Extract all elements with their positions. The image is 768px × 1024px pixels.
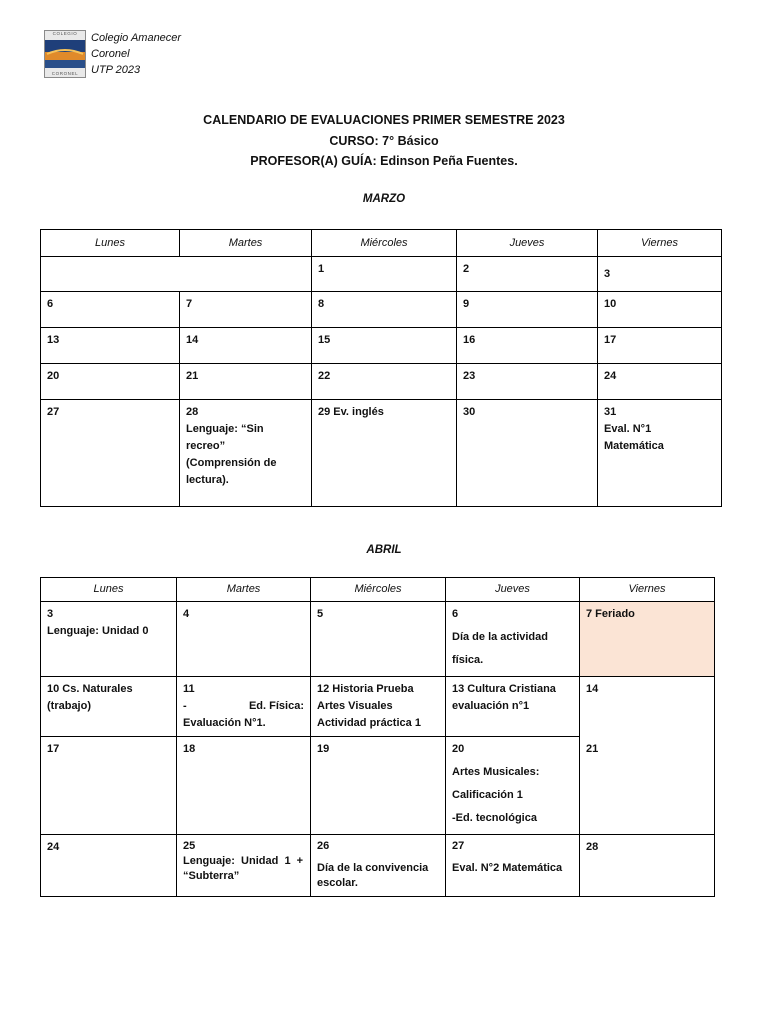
weekday-thursday: Jueves [446, 578, 580, 602]
day-cell [598, 292, 722, 328]
event-text: (trabajo) [47, 700, 91, 712]
day-cell [312, 328, 457, 364]
weekday-header-row [41, 230, 722, 257]
event-text: Evaluación N°1. [183, 717, 266, 729]
event-text [183, 698, 304, 715]
event-text: (Comprensión de [186, 457, 277, 469]
day-number: 2 [463, 263, 470, 275]
day-cell [580, 835, 715, 897]
event-text: “Subterra” [183, 870, 240, 882]
day-number: 27 [47, 406, 60, 418]
day-number: 18 [183, 743, 196, 755]
event-text: Lenguaje: “Sin [186, 423, 264, 435]
event-text: Matemática [604, 440, 664, 452]
event-text: Eval. N°1 [604, 423, 652, 435]
logo-text-top: COLEGIO [52, 31, 78, 36]
day-cell [446, 737, 580, 835]
day-number: 14 [586, 683, 599, 695]
day-cell [457, 292, 598, 328]
day-cell [41, 400, 180, 507]
event-text: escolar. [317, 877, 358, 889]
day-number: 25 [183, 840, 196, 852]
day-cell [311, 602, 446, 677]
day-cell [580, 737, 715, 835]
weekday-wednesday: Miércoles [311, 578, 446, 602]
day-number: 3 [47, 608, 54, 620]
day-cell [41, 677, 177, 737]
holiday-cell [580, 602, 715, 677]
school-city: Coronel [91, 48, 130, 60]
day-cell [311, 737, 446, 835]
empty-day-cell [41, 257, 312, 292]
day-cell [180, 292, 312, 328]
month-title-march: MARZO [362, 193, 406, 205]
event-text: evaluación n°1 [452, 700, 530, 712]
day-cell [177, 835, 311, 897]
sunrise-emblem-icon [45, 40, 85, 68]
event-text: Actividad práctica 1 [317, 717, 421, 729]
day-cell [312, 400, 457, 507]
week-row [41, 292, 722, 328]
event-text: recreo” [186, 440, 226, 452]
march-calendar [40, 229, 722, 507]
event-text: Día de la convivencia [317, 862, 429, 874]
school-name: Colegio Amanecer [91, 32, 182, 44]
title-line-1: CALENDARIO DE EVALUACIONES PRIMER SEMESTRE 2023 [203, 113, 565, 127]
event-text: física. [452, 654, 484, 666]
day-cell [312, 257, 457, 292]
event-text: Ed. Física: [248, 700, 304, 712]
day-number: 12 Historia Prueba [317, 683, 414, 695]
day-number: 20 [452, 743, 465, 755]
day-cell [312, 292, 457, 328]
weekday-thursday: Jueves [457, 230, 598, 257]
weekday-header-row [41, 578, 715, 602]
week-row [41, 602, 715, 677]
day-cell [41, 737, 177, 835]
day-number: 16 [463, 334, 476, 346]
day-number: 29 Ev. inglés [318, 406, 384, 418]
day-number: 6 [47, 298, 54, 310]
event-text: lectura). [186, 474, 229, 486]
day-number: 7 [186, 298, 193, 310]
day-number: 21 [186, 370, 199, 382]
weekday-monday: Lunes [41, 230, 180, 257]
day-number: 27 [452, 840, 465, 852]
event-text: Calificación 1 [452, 789, 523, 801]
event-text: Día de la actividad [452, 631, 548, 643]
day-cell [177, 737, 311, 835]
day-number: 13 [47, 334, 60, 346]
weekday-friday: Viernes [580, 578, 715, 602]
day-number: 24 [47, 841, 60, 853]
day-cell [446, 835, 580, 897]
day-cell [312, 364, 457, 400]
day-cell [598, 328, 722, 364]
day-cell [446, 602, 580, 677]
week-row [41, 400, 722, 507]
day-number: 22 [318, 370, 331, 382]
day-number: 9 [463, 298, 470, 310]
document-title [0, 110, 768, 172]
day-cell [457, 328, 598, 364]
day-cell [457, 257, 598, 292]
day-cell [41, 835, 177, 897]
day-number: 4 [183, 608, 190, 620]
school-unit: UTP 2023 [91, 64, 141, 76]
weekday-tuesday: Martes [177, 578, 311, 602]
day-number: 7 Feriado [586, 608, 635, 620]
day-number: 24 [604, 370, 617, 382]
day-cell [598, 257, 722, 292]
day-number: 15 [318, 334, 331, 346]
day-cell [457, 364, 598, 400]
day-number: 11 [183, 683, 195, 695]
day-number: 23 [463, 370, 476, 382]
day-number: 20 [47, 370, 60, 382]
event-text: Lenguaje: Unidad 1 + [183, 855, 304, 867]
day-cell [41, 364, 180, 400]
day-cell [177, 677, 311, 737]
day-cell [457, 400, 598, 507]
week-row [41, 364, 722, 400]
event-text: Lenguaje: Unidad 0 [47, 625, 149, 637]
day-number: 10 [604, 298, 617, 310]
event-text: Artes Musicales: [452, 766, 540, 778]
day-cell [180, 400, 312, 507]
day-cell [311, 835, 446, 897]
logo-text-bottom: CORONEL [51, 71, 79, 76]
day-cell [41, 292, 180, 328]
day-number: 17 [47, 743, 60, 755]
day-number: 30 [463, 406, 476, 418]
title-line-3: PROFESOR(A) GUÍA: Edinson Peña Fuentes. [250, 154, 518, 168]
week-row [41, 835, 715, 897]
week-row [41, 737, 715, 835]
event-text: -Ed. tecnológica [452, 812, 537, 824]
school-logo [44, 30, 86, 78]
day-cell [180, 328, 312, 364]
week-row [41, 328, 722, 364]
day-number: 17 [604, 334, 617, 346]
weekday-tuesday: Martes [180, 230, 312, 257]
day-number: 28 [186, 406, 199, 418]
day-number: 5 [317, 608, 324, 620]
day-number: 14 [186, 334, 199, 346]
april-calendar [40, 577, 715, 897]
day-number: 6 [452, 608, 459, 620]
event-dash: - [183, 700, 187, 712]
weekday-friday: Viernes [598, 230, 722, 257]
day-cell [41, 328, 180, 364]
day-cell [446, 677, 580, 737]
week-row [41, 257, 722, 292]
event-text: Eval. N°2 Matemática [452, 862, 563, 874]
month-title-april: ABRIL [366, 544, 402, 556]
weekday-wednesday: Miércoles [312, 230, 457, 257]
event-text: Artes Visuales [317, 700, 393, 712]
day-cell [598, 364, 722, 400]
day-number: 10 Cs. Naturales [47, 683, 133, 695]
day-number: 26 [317, 840, 330, 852]
day-number: 19 [317, 743, 330, 755]
weekday-monday: Lunes [41, 578, 177, 602]
week-row [41, 677, 715, 737]
day-cell [177, 602, 311, 677]
day-number: 8 [318, 298, 325, 310]
day-number: 13 Cultura Cristiana [452, 683, 556, 695]
title-line-2: CURSO: 7° Básico [329, 133, 439, 148]
day-cell [311, 677, 446, 737]
day-number: 31 [604, 406, 617, 418]
day-number: 21 [586, 742, 599, 755]
day-cell [41, 602, 177, 677]
day-number: 1 [318, 263, 325, 275]
day-number: 3 [604, 267, 611, 280]
day-cell [598, 400, 722, 507]
day-cell [580, 677, 715, 737]
day-cell [180, 364, 312, 400]
day-number: 28 [586, 841, 599, 853]
school-info [91, 30, 181, 78]
